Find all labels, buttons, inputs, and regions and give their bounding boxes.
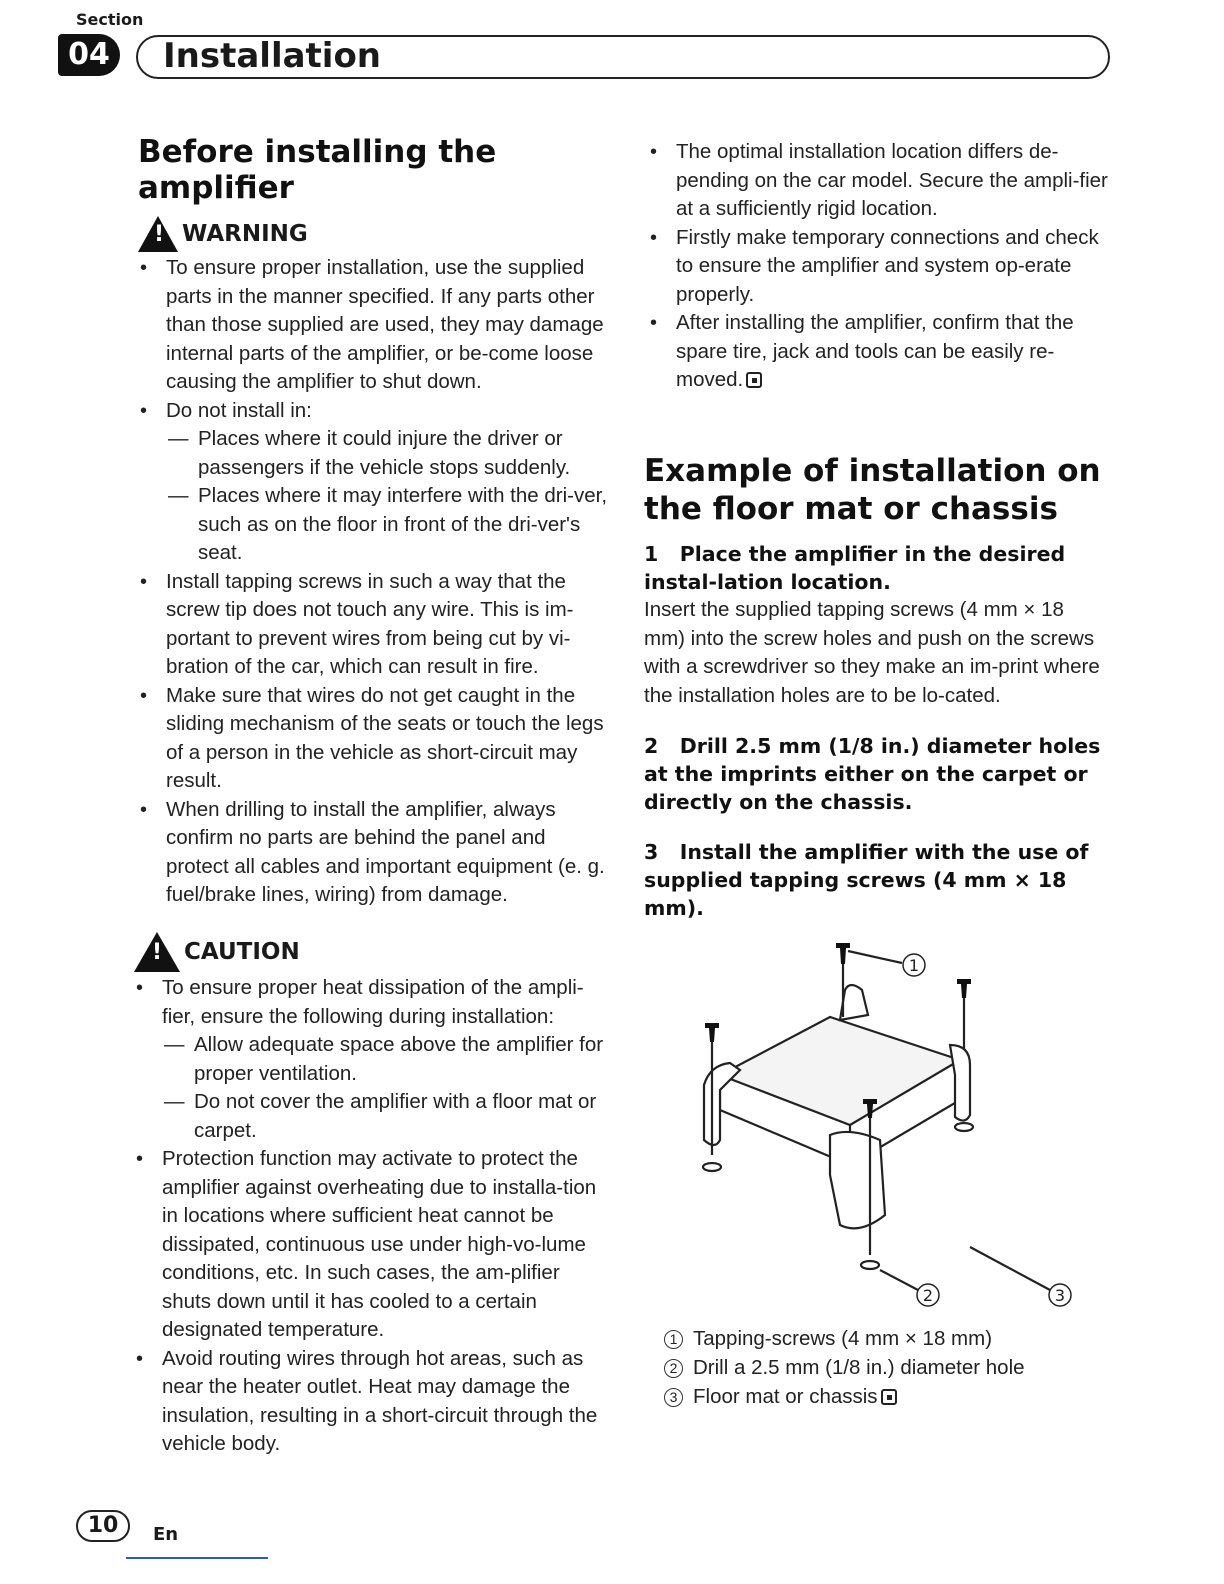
callout-3: 3	[1054, 1286, 1066, 1305]
sub-list-item: — Places where it may interfere with the dri-ver, such as on the floor in front of the dri-ver's seat.	[166, 482, 608, 568]
step-3-title	[644, 838, 1110, 922]
list-item: • Firstly make temporary connections and check to ensure the amplifier and system op-erate properly.	[648, 224, 1108, 310]
end-mark-icon	[746, 372, 762, 388]
caution-list	[134, 974, 608, 1459]
step-1-title	[644, 540, 1110, 596]
callout-2: 2	[922, 1286, 934, 1305]
legend-number: 2	[664, 1359, 683, 1378]
list-item: • When drilling to install the amplifier, always confirm no parts are behind the panel and protect all cables and important equipment (e. g. fuel/brake lines, wiring) from damage.	[138, 796, 608, 910]
footer-underline	[126, 1557, 268, 1559]
right-bullet-list	[648, 138, 1108, 395]
heading-before-installing: Before installing the amplifier	[138, 134, 497, 206]
language-label: En	[153, 1524, 179, 1545]
step-1-text: Insert the supplied tapping screws (4 mm × 18 mm) into the screw holes and push on the screws with a screwdriver so they make an im-print where the installation holes are to be lo-cated.	[644, 598, 1100, 707]
legend-text: Tapping-screws (4 mm × 18 mm)	[693, 1327, 993, 1350]
list-item: • Make sure that wires do not get caught in the sliding mechanism of the seats or touch the legs of a person in the vehicle as short-circuit may result.	[138, 682, 608, 796]
heading-line: Example of installation on	[644, 453, 1101, 489]
list-item	[648, 309, 1108, 395]
callout-line	[970, 1247, 1050, 1290]
section-number-badge: 04	[58, 34, 120, 76]
end-mark-icon	[881, 1389, 897, 1405]
list-item-text: Do not install in:	[166, 398, 312, 422]
callout-1: 1	[908, 956, 920, 975]
legend-text: Floor mat or chassis	[693, 1385, 878, 1408]
page-title: Installation	[163, 36, 382, 76]
list-item: • The optimal installation location differs de-pending on the car model. Secure the ampli-fier at a sufficiently rigid location.	[648, 138, 1108, 224]
caution-block	[134, 932, 608, 1459]
callout-line	[880, 1270, 918, 1290]
legend-text: Drill a 2.5 mm (1/8 in.) diameter hole	[693, 1356, 1025, 1379]
heading-example	[644, 452, 1110, 528]
sub-list-item: — Places where it could injure the driver or passengers if the vehicle stops suddenly.	[166, 425, 608, 482]
list-item	[134, 974, 608, 1145]
step-title-text: Install the amplifier with the use of supplied tapping screws (4 mm × 18 mm).	[644, 840, 1089, 920]
legend-item	[664, 1353, 1104, 1382]
amplifier-installation-figure	[680, 935, 1100, 1320]
amplifier-foot	[840, 985, 868, 1020]
list-item: • To ensure proper installation, use the supplied parts in the manner specified. If any parts other than those supplied are used, they may damage internal parts of the amplifier, or be-come loose causing the amplifier to shut down.	[138, 254, 608, 397]
step-number: 3	[644, 840, 659, 864]
amplifier-foot	[704, 1063, 740, 1145]
caution-text: CAUTION	[184, 939, 300, 965]
step-2-title	[644, 732, 1110, 816]
amplifier-foot	[950, 1045, 970, 1121]
caution-label	[134, 932, 608, 972]
amplifier-foot	[830, 1132, 885, 1228]
page-number: 10	[76, 1510, 130, 1542]
list-item-text: After installing the amplifier, confirm that the spare tire, jack and tools can be easily re-moved.	[676, 311, 1074, 391]
step-title-text: Drill 2.5 mm (1/8 in.) diameter holes at the imprints either on the carpet or directly on the chassis.	[644, 734, 1101, 814]
sub-list	[166, 425, 608, 568]
legend-number: 1	[664, 1330, 683, 1349]
step-number: 1	[644, 542, 659, 566]
step-title-text: Place the amplifier in the desired instal-lation location.	[644, 542, 1066, 594]
sub-list	[162, 1031, 608, 1145]
amplifier-top-surface	[720, 1017, 960, 1125]
step-number: 2	[644, 734, 659, 758]
sub-list-item: — Do not cover the amplifier with a floor mat or carpet.	[162, 1088, 608, 1145]
left-column	[138, 134, 608, 910]
figure-legend	[664, 1324, 1104, 1411]
warning-text: WARNING	[182, 221, 308, 247]
list-item: • Avoid routing wires through hot areas, such as near the heater outlet. Heat may damage the insulation, resulting in a short-circuit through the vehicle body.	[134, 1345, 608, 1459]
right-column	[648, 138, 1108, 395]
section-label: Section	[76, 10, 144, 29]
warning-label	[138, 216, 608, 252]
list-item: • Protection function may activate to protect the amplifier against overheating due to installa-tion in locations where sufficient heat cannot be dissipated, continuous use under high-vo-lume conditions, etc. In such cases, the am-plifier shuts down until it has cooled to a certain designated temperature.	[134, 1145, 608, 1345]
sub-list-item: — Allow adequate space above the amplifier for proper ventilation.	[162, 1031, 608, 1088]
warning-list	[138, 254, 608, 910]
list-item: • Install tapping screws in such a way that the screw tip does not touch any wire. This is im-portant to prevent wires from being cut by vi-bration of the car, which can result in fire.	[138, 568, 608, 682]
legend-item	[664, 1324, 1104, 1353]
legend-number: 3	[664, 1388, 683, 1407]
list-item	[138, 397, 608, 568]
list-item-text: To ensure proper heat dissipation of the ampli-fier, ensure the following during installation:	[162, 976, 584, 1028]
caution-icon: !	[134, 932, 180, 972]
heading-line: the floor mat or chassis	[644, 491, 1058, 527]
example-section	[644, 452, 1110, 922]
legend-item	[664, 1382, 1104, 1411]
warning-icon: !	[138, 216, 178, 252]
callout-line	[848, 951, 902, 963]
